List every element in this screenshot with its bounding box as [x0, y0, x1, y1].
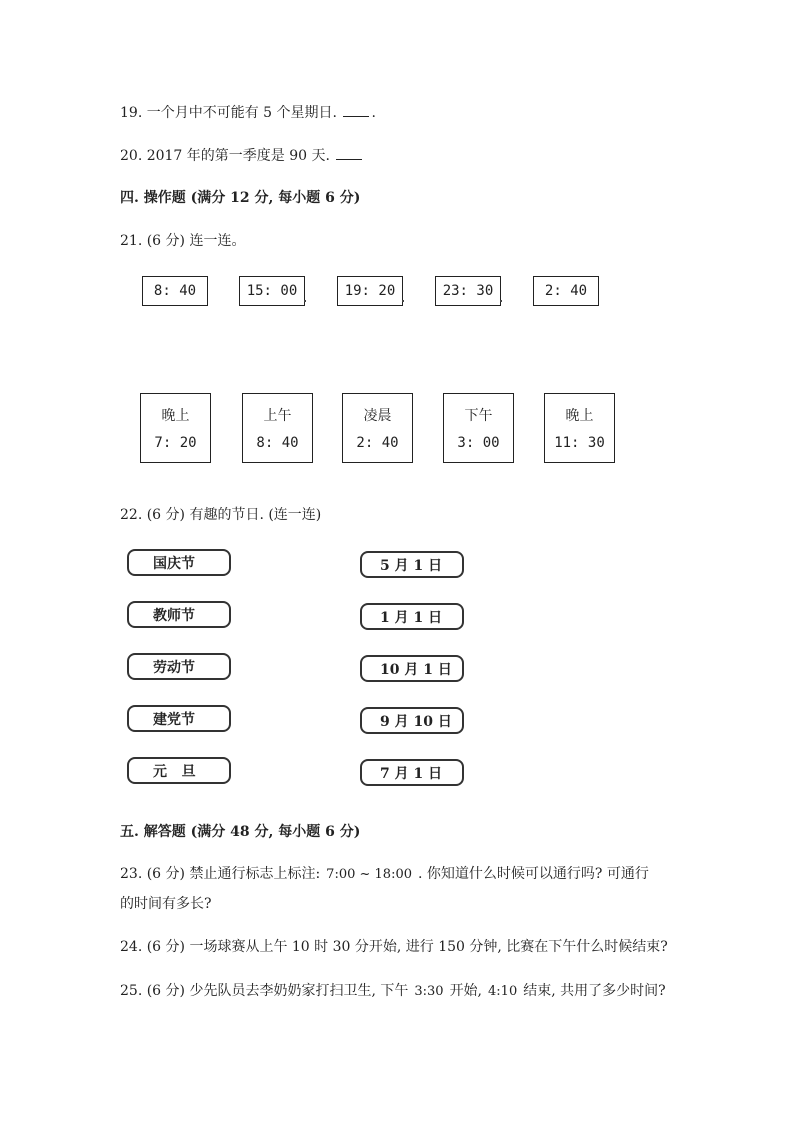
time-box-text: 2: 40	[544, 283, 588, 299]
time-box[interactable]	[142, 276, 208, 306]
time-label-box[interactable]	[242, 393, 313, 463]
time-label-box[interactable]	[443, 393, 514, 463]
connect-dot	[500, 300, 502, 302]
question-25	[120, 980, 666, 1000]
question-23-prefix: 23. (6 分) 禁止通行标志上标注:	[120, 866, 321, 882]
period-time: 2: 40	[356, 435, 399, 451]
question-22-title: 22. (6 分) 有趣的节日. (连一连)	[120, 507, 322, 523]
time-label-box[interactable]	[544, 393, 615, 463]
festival-name: 教师节	[153, 607, 195, 624]
question-20-text: 20. 2017 年的第一季度是 90 天.	[120, 148, 330, 164]
period-word: 上午	[263, 408, 292, 424]
festival-pill[interactable]	[127, 705, 231, 732]
question-25-suffix: 结束, 共用了多少时间?	[523, 983, 666, 999]
date-pill[interactable]	[360, 759, 464, 786]
connect-dot	[304, 300, 306, 302]
connect-dot	[402, 300, 404, 302]
date-pill[interactable]	[360, 603, 464, 630]
festival-name: 劳动节	[153, 659, 195, 676]
period-word: 晚上	[565, 408, 594, 424]
question-25-middle: 开始,	[449, 983, 483, 999]
festival-name: 元 旦	[153, 763, 196, 780]
time-label-box[interactable]	[342, 393, 413, 463]
question-23-line2: 的时间有多长?	[120, 896, 212, 912]
answer-blank-20[interactable]	[336, 146, 362, 160]
date-pill[interactable]	[360, 707, 464, 734]
festival-pill[interactable]	[127, 653, 231, 680]
period-word: 下午	[464, 408, 493, 424]
period-time: 3: 00	[457, 435, 500, 451]
time-box[interactable]	[239, 276, 305, 306]
period-word: 凌晨	[363, 408, 392, 424]
question-24: 24. (6 分) 一场球赛从上午 10 时 30 分开始, 进行 150 分钟, 比赛在下午什么时候结束?	[120, 939, 668, 955]
time-box-text: 8: 40	[153, 283, 197, 299]
time-box[interactable]	[435, 276, 501, 306]
start-time: 3:30	[414, 984, 444, 999]
time-box[interactable]	[337, 276, 403, 306]
question-20	[120, 145, 364, 165]
time-box-text: 15: 00	[246, 283, 298, 299]
festival-pill[interactable]	[127, 757, 231, 784]
date-text: 9 月 10 日	[380, 713, 452, 730]
date-text: 1 月 1 日	[380, 609, 443, 626]
festival-pill[interactable]	[127, 549, 231, 576]
period-time: 11: 30	[554, 435, 605, 451]
answer-blank-19[interactable]	[343, 103, 369, 117]
period-time: 8: 40	[256, 435, 299, 451]
time-range-formula: 7:00 ~ 18:00	[326, 867, 412, 882]
period-word: 晚上	[161, 408, 190, 424]
festival-name: 建党节	[153, 711, 195, 728]
question-19	[120, 102, 376, 122]
date-text: 5 月 1 日	[380, 557, 443, 574]
question-23	[120, 863, 649, 883]
section-5-title: 五. 解答题 (满分 48 分, 每小题 6 分)	[120, 824, 361, 840]
time-label-box[interactable]	[140, 393, 211, 463]
time-box[interactable]	[533, 276, 599, 306]
end-time: 4:10	[488, 984, 518, 999]
period-time: 7: 20	[154, 435, 197, 451]
festival-name: 国庆节	[153, 555, 195, 572]
question-23-suffix: . 你知道什么时候可以通行吗? 可通行	[418, 866, 649, 882]
question-19-text: 19. 一个月中不可能有 5 个星期日.	[120, 105, 337, 121]
date-text: 10 月 1 日	[380, 661, 452, 678]
section-4-title: 四. 操作题 (满分 12 分, 每小题 6 分)	[120, 190, 361, 206]
time-box-text: 23: 30	[442, 283, 494, 299]
festival-pill[interactable]	[127, 601, 231, 628]
time-box-text: 19: 20	[344, 283, 396, 299]
date-pill[interactable]	[360, 655, 464, 682]
question-21-title: 21. (6 分) 连一连。	[120, 233, 246, 249]
question-25-prefix: 25. (6 分) 少先队员去李奶奶家打扫卫生, 下午	[120, 983, 409, 999]
question-19-suffix: .	[371, 105, 376, 121]
date-text: 7 月 1 日	[380, 765, 443, 782]
date-pill[interactable]	[360, 551, 464, 578]
